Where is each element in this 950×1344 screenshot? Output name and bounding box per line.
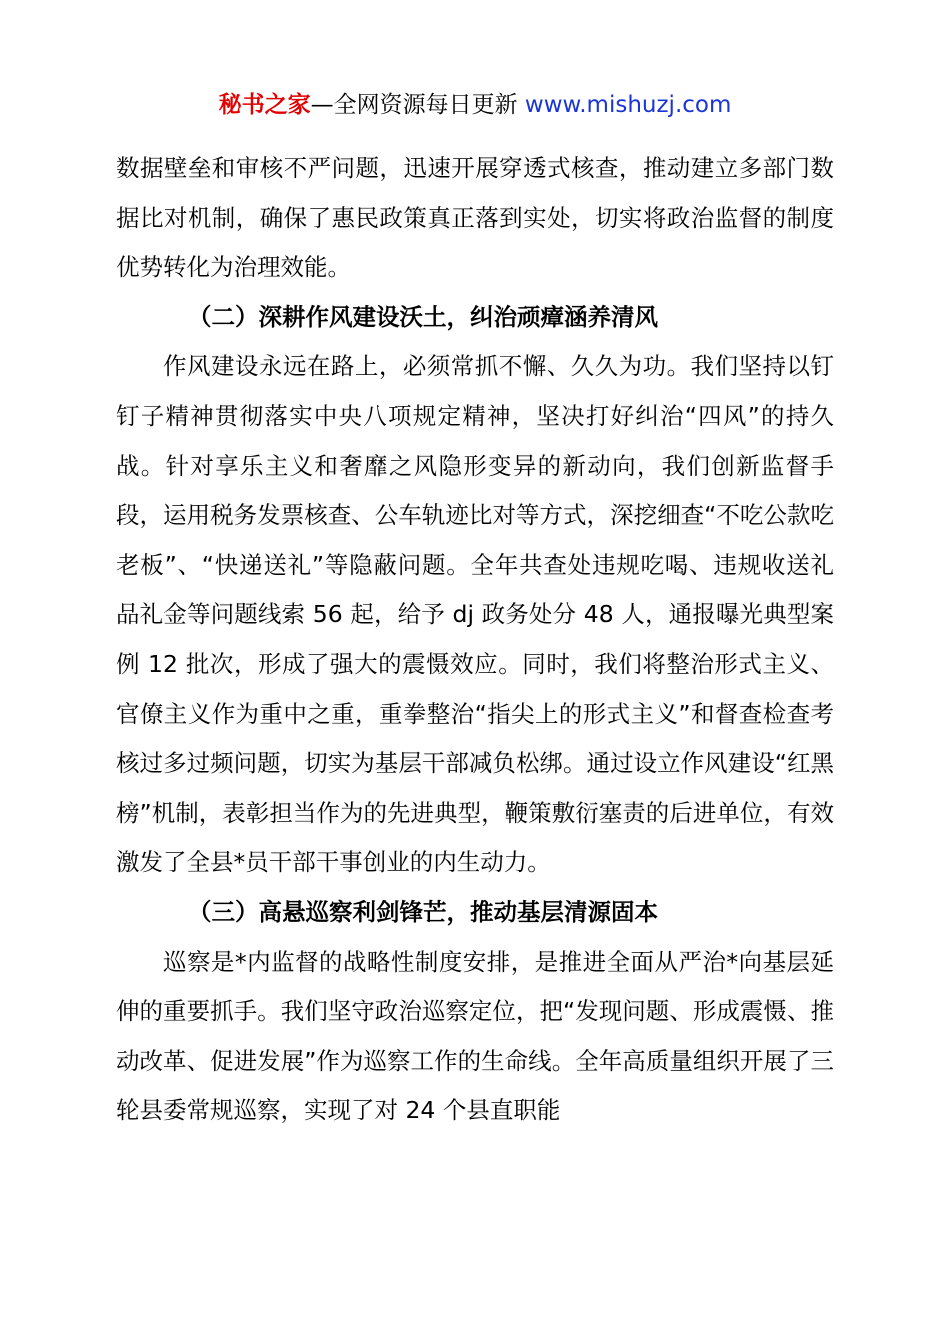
site-url-link[interactable]: www.mishuzj.com	[524, 92, 732, 118]
site-brand: 秘书之家	[218, 92, 311, 118]
section-heading-2: （二）深耕作风建设沃土，纠治顽瘴涵养清风	[188, 302, 658, 331]
paragraph-section-2: 作风建设永远在路上，必须常抓不懈、久久为功。我们坚持以钉钉子精神贯彻落实中央八项规定精神，坚决打好纠治“四风”的持久战。针对享乐主义和奢靡之风隐形变异的新动向，我们创新监督手段，运用税务发票核查、公车轨迹比对等方式，深挖细查“不吃公款吃老板”、“快递送礼”等隐蔽问题。全年共查处违规吃喝、违规收送礼品礼金等问题线索 56 起，给予 dj 政务处分 48 人，通报曝光典型案例 12 批次，形成了强大的震慑效应。同时，我们将整治形式主义、官僚主义作为重中之重，重拳整治“指尖上的形式主义”和督查检查考核过多过频问题，切实为基层干部减负松绑。通过设立作风建设“红黑榜”机制，表彰担当作为的先进典型，鞭策敷衍塞责的后进单位，有效激发了全县*员干部干事创业的内生动力。	[116, 352, 834, 877]
paragraph-intro: 数据壁垒和审核不严问题，迅速开展穿透式核查，推动建立多部门数据比对机制，确保了惠民政策真正落到实处，切实将政治监督的制度优势转化为治理效能。	[116, 154, 834, 282]
section-heading-3: （三）高悬巡察利剑锋芒，推动基层清源固本	[188, 897, 658, 926]
paragraph-section-3: 巡察是*内监督的战略性制度安排，是推进全面从严治*向基层延伸的重要抓手。我们坚守政治巡察定位，把“发现问题、形成震慑、推动改革、促进发展”作为巡察工作的生命线。全年高质量组织开展了三轮县委常规巡察，实现了对 24 个县直职能	[116, 947, 834, 1125]
site-header	[0, 88, 950, 122]
document-body	[116, 144, 834, 1136]
site-slogan: —全网资源每日更新	[310, 92, 518, 118]
